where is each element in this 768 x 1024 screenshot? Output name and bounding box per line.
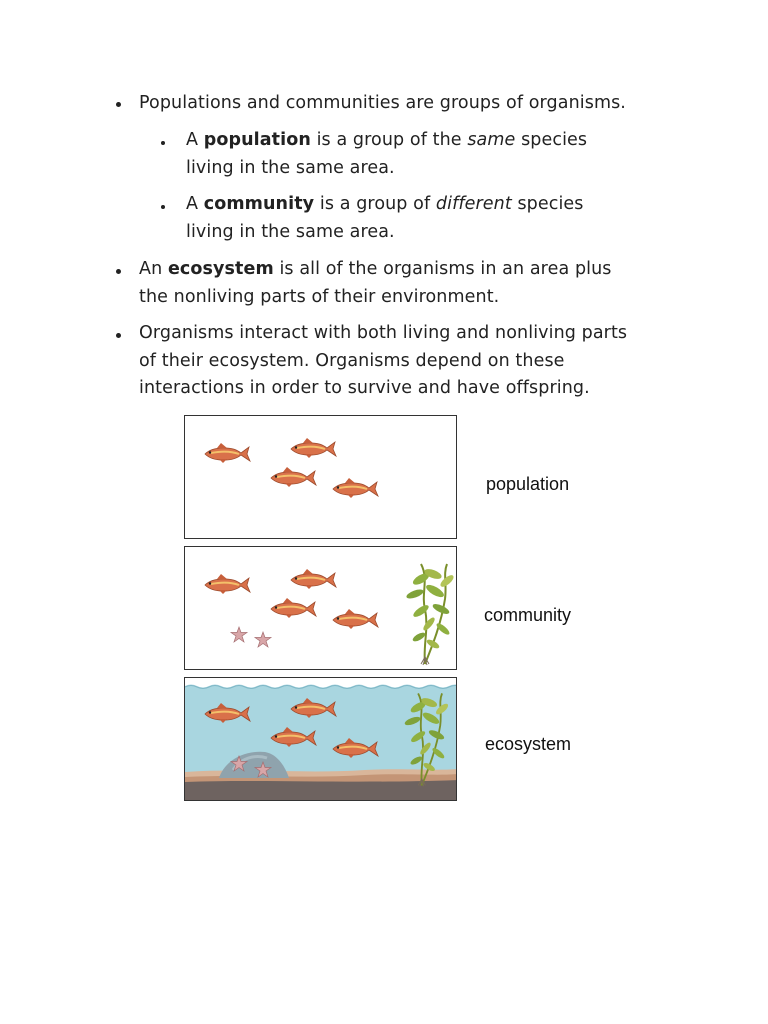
bullet-dot <box>161 205 165 209</box>
ecosystem-illustration <box>185 678 457 801</box>
term-community: community <box>203 194 315 214</box>
bullet-dot <box>116 269 121 274</box>
bullet-dot <box>116 102 121 107</box>
bullet-dot <box>161 141 165 145</box>
population-panel <box>184 415 457 539</box>
bullet-ecosystem-definition: An ecosystem is all of the organisms in an area plus the nonliving parts of their environment. <box>139 259 612 307</box>
label-ecosystem: ecosystem <box>485 734 572 754</box>
community-panel <box>184 546 457 670</box>
bullet-interactions: Organisms interact with both living and nonliving parts of their ecosystem. Organisms depend on these interactions in order to survive and have offspring. <box>139 323 628 398</box>
ecosystem-panel <box>184 677 457 801</box>
label-population: population <box>486 474 570 494</box>
bullet-community-definition: A community is a group of different species living in the same area. <box>186 194 584 242</box>
term-population: population <box>203 130 311 150</box>
term-ecosystem: ecosystem <box>167 259 274 279</box>
population-illustration <box>185 416 457 539</box>
bullet-population-definition: A population is a group of the same species living in the same area. <box>186 130 588 178</box>
bullet-populations-communities: Populations and communities are groups of organisms. <box>139 93 626 113</box>
label-community: community <box>484 605 572 625</box>
community-illustration <box>185 547 457 670</box>
bullet-dot <box>116 333 121 338</box>
